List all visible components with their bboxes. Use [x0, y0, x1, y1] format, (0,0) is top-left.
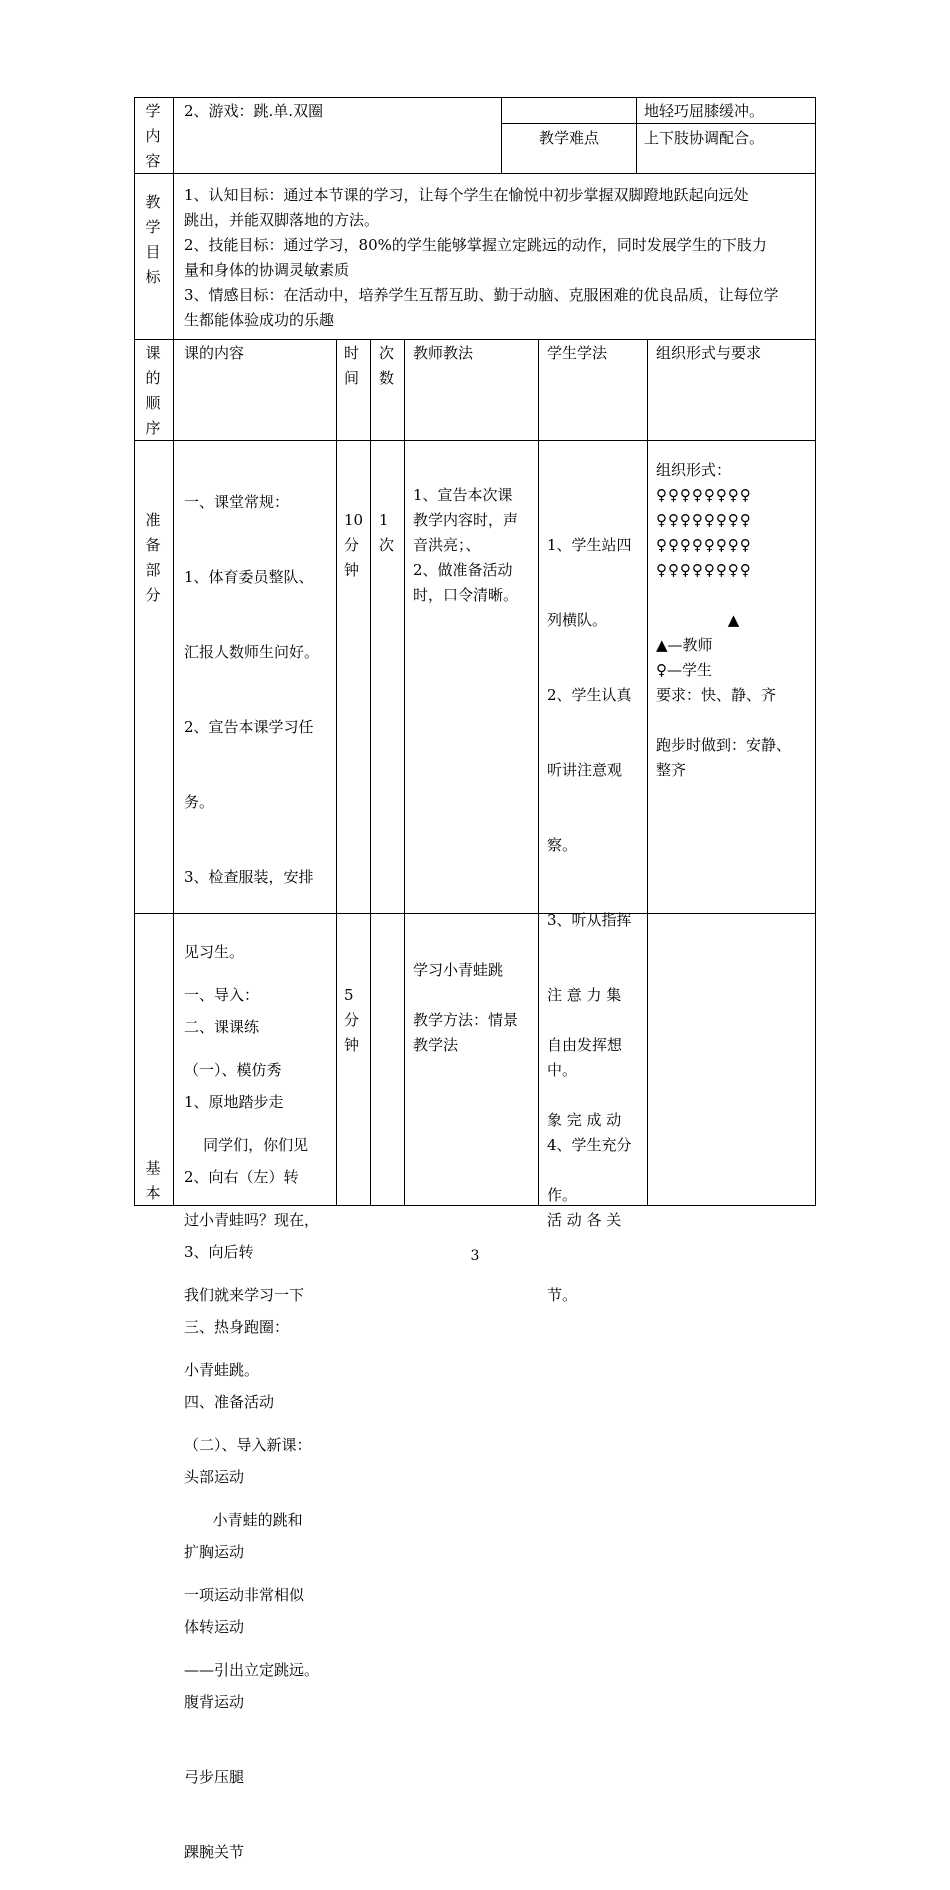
- basic-student: 自由发挥想 象 完 成 动 作。: [547, 1036, 623, 1204]
- list-item: 1、体育委员整队、: [184, 568, 314, 586]
- header-org: 组织形式与要求: [656, 344, 762, 362]
- prep-org: [656, 458, 811, 783]
- list-item: 3、向后转: [184, 1243, 254, 1261]
- teacher-position-icon: ▲: [727, 611, 740, 629]
- goals-text: [184, 183, 812, 333]
- list-item: 1、原地踏步走: [184, 1093, 284, 1111]
- top-content: 2、游戏：跳.单.双圈: [184, 102, 324, 120]
- header-teacher: 教师教法: [413, 344, 474, 362]
- col-divider-label: [173, 97, 174, 1206]
- list-item: 一项运动非常相似: [184, 1586, 305, 1604]
- list-item: 小青蛙跳。: [184, 1361, 260, 1379]
- list-item: 体转运动: [184, 1618, 245, 1636]
- list-item: 三、热身跑圈：: [184, 1318, 290, 1336]
- list-item: 3、检查服装，安排: [184, 868, 314, 886]
- list-item: 一、课堂常规：: [184, 493, 290, 511]
- formation-row: ♀♀♀♀♀♀♀♀: [656, 561, 752, 579]
- header-order: 课 的 顺 序: [145, 344, 161, 437]
- basic-content: [184, 933, 319, 1708]
- difficulty-label: 教学难点: [538, 129, 599, 147]
- goal-line: 生都能体验成功的乐趣: [184, 311, 335, 329]
- table-border-top: [134, 97, 816, 98]
- col-divider-top-b: [636, 97, 637, 174]
- formation-row: ♀♀♀♀♀♀♀♀: [656, 511, 752, 529]
- prep-student: 1、学生站四 列横队。 2、学生认真 听讲注意观 察。 3、听从指挥 注 意 力 集 中。 4、学生充分 活 动 各 关 节。: [547, 536, 632, 1304]
- prep-count: 1 次: [379, 511, 395, 554]
- goal-line: 1、认知目标：通过本节课的学习，让每个学生在愉悦中初步掌握双脚蹬地跃起向远处: [184, 186, 749, 204]
- basic-label: 基 本: [145, 1159, 161, 1202]
- run-requirement: 跑步时做到：安静、: [656, 736, 792, 754]
- page-number: 3: [470, 1248, 480, 1264]
- prep-label: 准 备 部 分: [145, 511, 161, 604]
- legend-teacher: ▲—教师: [656, 636, 713, 654]
- list-item: 汇报人数师生问好。: [184, 643, 320, 661]
- list-item: 务。: [184, 793, 215, 811]
- list-item: （二）、导入新课：: [184, 1436, 312, 1454]
- top-right-text: 地轻巧屈膝缓冲。: [644, 102, 765, 120]
- goal-line: 量和身体的协调灵敏素质: [184, 261, 350, 279]
- header-content: 课的内容: [184, 344, 245, 362]
- formation-row: ♀♀♀♀♀♀♀♀: [656, 486, 752, 504]
- list-item: 弓步压腿: [184, 1768, 245, 1786]
- list-item: ——引出立定跳远。: [184, 1661, 320, 1679]
- list-item: 2、向右（左）转: [184, 1168, 299, 1186]
- top-label: 学 内 容: [145, 102, 161, 170]
- header-time: 时 间: [344, 344, 360, 387]
- formation-row: ♀♀♀♀♀♀♀♀: [656, 536, 752, 554]
- col-divider-time: [336, 339, 337, 1206]
- difficulty-text: 上下肢协调配合。: [644, 129, 765, 147]
- list-item: 见习生。: [184, 943, 245, 961]
- goal-line: 跳出，并能双脚落地的方法。: [184, 211, 380, 229]
- prep-time: 10 分 钟: [344, 511, 364, 579]
- list-item: 我们就来学习一下: [184, 1286, 305, 1304]
- col-divider-org: [647, 339, 648, 1206]
- list-item: 踝腕关节: [184, 1843, 245, 1861]
- goal-line: 3、情感目标：在活动中，培养学生互帮互助、勤于动脑、克服困难的优良品质，让每位学: [184, 286, 779, 304]
- list-item: 过小青蛙吗？现在，: [184, 1211, 320, 1229]
- list-item: （一）、模仿秀: [184, 1061, 282, 1079]
- header-count: 次 数: [379, 344, 395, 387]
- run-requirement-2: 整齐: [656, 761, 687, 779]
- col-divider-student: [538, 339, 539, 1206]
- goals-label: 教 学 目 标: [145, 193, 161, 286]
- col-divider-teacher: [404, 339, 405, 1206]
- basic-time: 5 分 钟: [344, 986, 360, 1054]
- header-student: 学生学法: [547, 344, 608, 362]
- prep-teacher: 1、宣告本次课 教学内容时，声 音洪亮；、 2、做准备活动 时，口令清晰。: [413, 486, 519, 604]
- list-item: 二、课课练: [184, 1018, 260, 1036]
- requirement: 要求：快、静、齐: [656, 686, 777, 704]
- list-item: 四、准备活动: [184, 1393, 275, 1411]
- list-item: 2、宣告本课学习任: [184, 718, 314, 736]
- list-item: 一、导入：: [184, 986, 260, 1004]
- goal-line: 2、技能目标：通过学习，80%的学生能够掌握立定跳远的动作，同时发展学生的下肢力: [184, 236, 767, 254]
- row-divider-goals: [134, 173, 816, 174]
- list-item: 头部运动: [184, 1468, 245, 1486]
- list-item: 同学们，你们见: [184, 1136, 309, 1154]
- table-border-right: [815, 97, 816, 1206]
- list-item: 扩胸运动: [184, 1543, 245, 1561]
- org-title: 组织形式：: [656, 461, 732, 479]
- list-item: 小青蛙的跳和: [184, 1511, 303, 1529]
- legend-student: ♀—学生: [656, 661, 712, 679]
- list-item: 腹背运动: [184, 1693, 245, 1711]
- col-divider-count: [370, 339, 371, 1206]
- basic-teacher: 学习小青蛙跳 教学方法：情景 教学法: [413, 961, 519, 1054]
- row-divider-header: [134, 339, 816, 340]
